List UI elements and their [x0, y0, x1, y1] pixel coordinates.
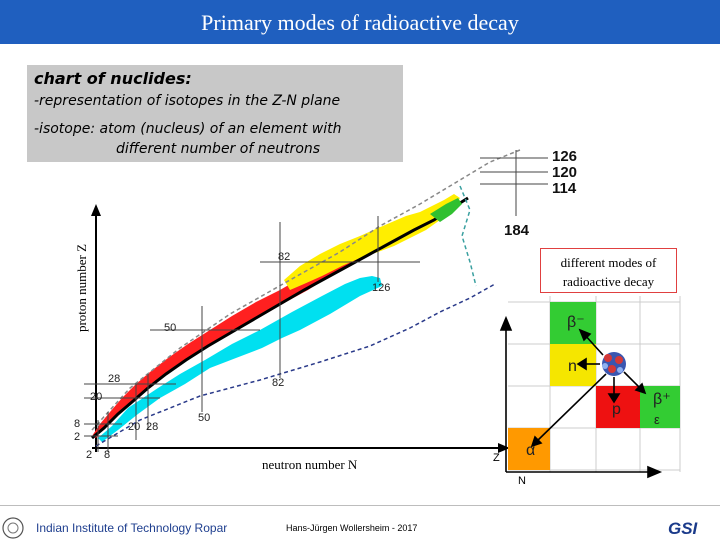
label-beta-plus: β⁺	[653, 391, 671, 408]
z-label-126-heavy: 126	[552, 148, 578, 165]
z-label-114-heavy: 114	[552, 180, 577, 197]
z-label-50: 50	[164, 322, 177, 334]
y-axis-label: proton number Z	[74, 243, 89, 333]
label-beta-minus: β⁻	[567, 314, 585, 331]
z-label-28: 28	[108, 373, 121, 385]
footer-author: Hans-Jürgen Wollersheim - 2017	[286, 523, 418, 533]
decay-modes-line-1: different modes of	[560, 255, 657, 270]
footer-divider	[0, 505, 720, 506]
n-label-126: 126	[372, 282, 391, 294]
decay-axis-n: N	[518, 475, 526, 487]
info-box-line-3: different number of neutrons	[116, 141, 321, 157]
z-label-2: 2	[74, 431, 81, 443]
label-n: n	[568, 358, 577, 375]
n-label-50: 50	[198, 412, 211, 424]
institute-logo	[3, 518, 23, 538]
footer-institute: Indian Institute of Technology Ropar	[36, 521, 228, 535]
info-box-heading: chart of nuclides:	[34, 69, 192, 88]
z-label-120-heavy: 120	[552, 164, 578, 181]
n-label-8: 8	[104, 449, 111, 461]
info-box-line-2: -isotope: atom (nucleus) of an element with	[34, 121, 342, 137]
z-label-82: 82	[278, 251, 291, 263]
label-p: p	[612, 401, 621, 418]
decay-modes-line-2: radioactive decay	[562, 274, 655, 289]
decay-axis-z: Z	[493, 452, 500, 464]
label-epsilon: ε	[654, 412, 660, 427]
n-label-184-heavy: 184	[504, 222, 530, 239]
n-label-28: 28	[146, 421, 159, 433]
label-alpha: α	[526, 442, 536, 459]
svg-text:GSI: GSI	[668, 519, 698, 538]
n-label-2: 2	[86, 449, 93, 461]
nucleus-icon	[602, 352, 626, 376]
info-box-line-1: -representation of isotopes in the Z-N plane	[34, 93, 341, 109]
gsi-logo	[664, 517, 716, 538]
n-label-82: 82	[272, 377, 285, 389]
n-label-20: 20	[128, 421, 141, 433]
page-title: Primary modes of radioactive decay	[201, 10, 519, 35]
x-axis-label: neutron number N	[262, 457, 358, 472]
z-label-20: 20	[90, 391, 103, 403]
z-label-8: 8	[74, 418, 81, 430]
